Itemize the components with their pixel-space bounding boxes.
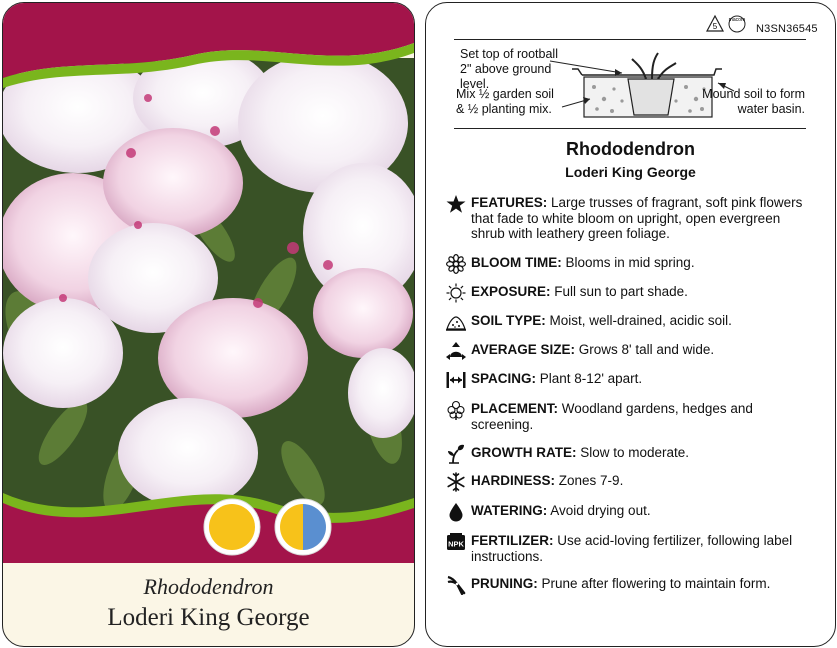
attr-fertilizer: NPK FERTILIZER: Use acid-loving fertilizer, following label instructions. (446, 533, 816, 564)
sku-code: N3SN36545 (756, 23, 818, 35)
attr-bloom-time: BLOOM TIME: Blooms in mid spring. (446, 255, 816, 274)
spacing-icon (446, 370, 466, 390)
attr-soil-type: SOIL TYPE: Moist, well-drained, acidic soil. (446, 313, 816, 332)
attr-features: FEATURES: Large trusses of fragrant, soft pink flowers that fade to white bloom on upright, open evergreen shrub with leathery green foliage. (446, 195, 816, 242)
flower-photo (3, 3, 414, 563)
snowflake-icon (446, 472, 466, 492)
recycle-code: 5 (712, 22, 718, 31)
recycle-icon (704, 12, 760, 34)
star-icon (446, 194, 466, 214)
attr-placement: PLACEMENT: Woodland gardens, hedges and screening. (446, 401, 816, 432)
flower-icon (446, 254, 466, 274)
placement-icon (446, 400, 466, 420)
attr-exposure: EXPOSURE: Full sun to part shade. (446, 284, 816, 303)
plant-tag-front (2, 2, 415, 647)
pruners-icon (446, 575, 466, 595)
divider (454, 128, 806, 129)
soil-icon (446, 312, 466, 332)
attr-spacing: SPACING: Plant 8-12' apart. (446, 371, 816, 390)
svg-text:NPK: NPK (448, 539, 464, 549)
growth-icon (446, 444, 466, 464)
back-cultivar-name: Loderi King George (565, 164, 696, 180)
planting-note-left: Mix ½ garden soil & ½ planting mix. (456, 87, 554, 116)
back-genus-name: Rhododendron (566, 139, 695, 159)
recycle-brand: macore (728, 17, 746, 23)
sun-icon (446, 283, 466, 303)
planting-note-top: Set top of rootball 2" above ground level. (460, 47, 558, 91)
attr-watering: WATERING: Avoid drying out. (446, 503, 816, 522)
attr-hardiness: HARDINESS: Zones 7-9. (446, 473, 816, 492)
water-drop-icon (446, 502, 466, 522)
npk-icon (446, 532, 466, 552)
attr-pruning: PRUNING: Prune after flowering to maintain form. (446, 576, 816, 595)
front-genus-name: Rhododendron (143, 574, 274, 599)
planting-note-right: Mound soil to form water basin. (702, 87, 805, 116)
front-cultivar-name: Loderi King George (107, 604, 310, 631)
full-sun-icon (198, 497, 338, 559)
attr-average-size: AVERAGE SIZE: Grows 8' tall and wide. (446, 342, 816, 361)
attr-growth-rate: GROWTH RATE: Slow to moderate. (446, 445, 816, 464)
plant-tag-back (425, 2, 836, 647)
size-icon (446, 341, 466, 361)
